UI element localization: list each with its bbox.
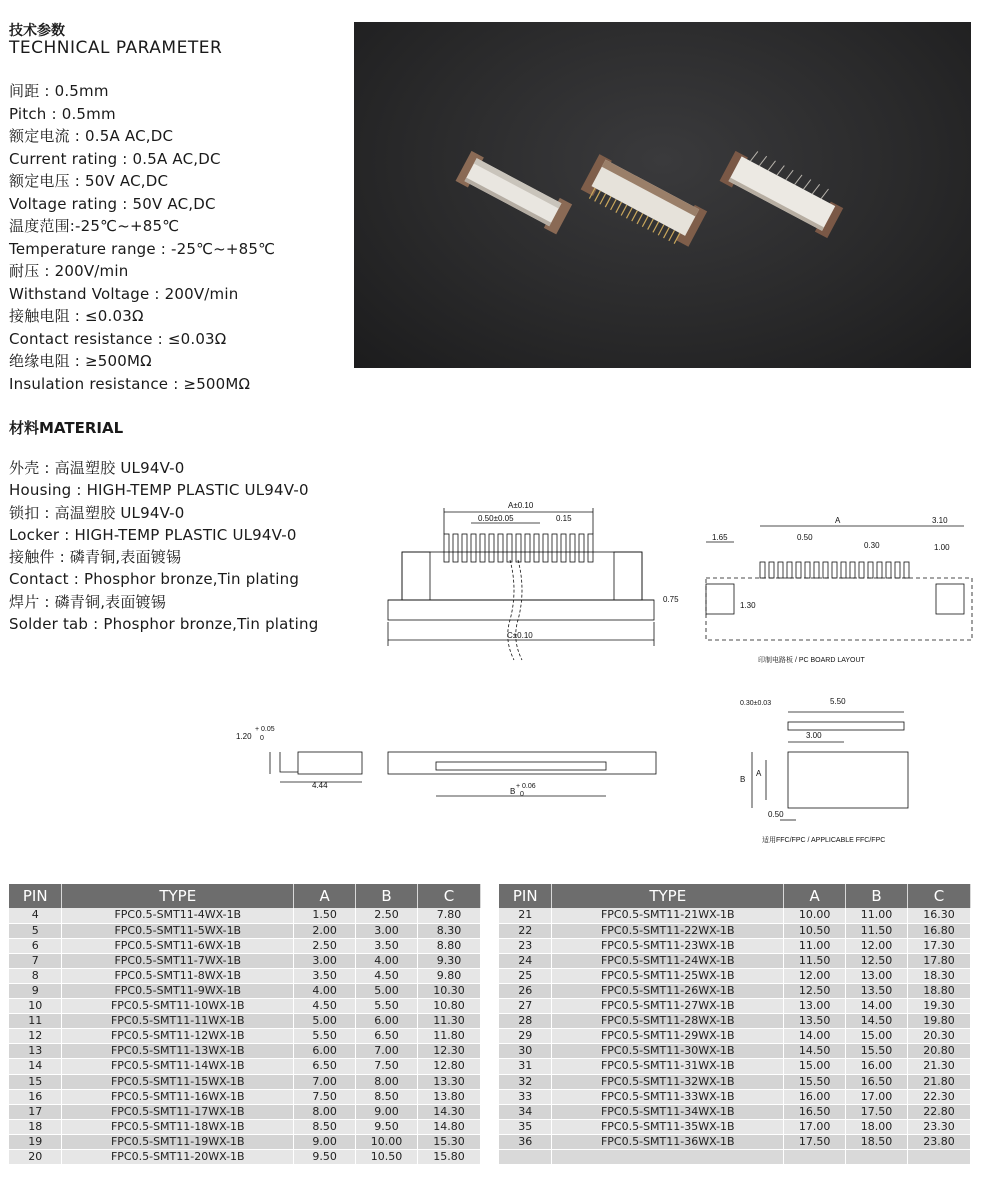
side-dim-height: 1.20: [236, 732, 252, 741]
cell-c: 14.80: [418, 1119, 481, 1134]
dim-pitch-tol: 0.50±0.05: [478, 514, 514, 523]
cell-pin: 16: [9, 1089, 62, 1104]
cell-type: FPC0.5-SMT11-18WX-1B: [62, 1119, 294, 1134]
table-row: [9, 983, 481, 998]
pcb-layout-caption: 印制电路板 / PC BOARD LAYOUT: [758, 657, 865, 664]
cell-pin: 9: [9, 983, 62, 998]
cell-a: 2.00: [294, 923, 356, 938]
cell-a: 12.00: [784, 968, 846, 983]
cell-c: 18.30: [908, 968, 971, 983]
cell-b: 10.00: [356, 1134, 418, 1149]
cell-c: 21.30: [908, 1059, 971, 1074]
param-line: Contact resistance : ≤0.03Ω: [9, 329, 227, 348]
cell-c: 20.80: [908, 1044, 971, 1059]
cell-a: [784, 1150, 846, 1165]
cell-a: 1.50: [294, 908, 356, 923]
dim-c-tol: C±0.10: [507, 631, 533, 640]
side-view-drawing: [270, 752, 362, 782]
cell-type: FPC0.5-SMT11-16WX-1B: [62, 1089, 294, 1104]
cell-b: 5.50: [356, 999, 418, 1014]
cell-c: 23.80: [908, 1134, 971, 1149]
cell-type: FPC0.5-SMT11-11WX-1B: [62, 1014, 294, 1029]
cell-pin: 19: [9, 1134, 62, 1149]
cell-type: FPC0.5-SMT11-33WX-1B: [552, 1089, 784, 1104]
table-row: [9, 1014, 481, 1029]
table-body-right: [499, 908, 971, 1165]
cell-a: 17.00: [784, 1119, 846, 1134]
param-line: Temperature range : -25℃~+85℃: [9, 239, 276, 258]
table-row: [499, 923, 971, 938]
connector-middle: [579, 154, 707, 250]
cell-type: FPC0.5-SMT11-5WX-1B: [62, 923, 294, 938]
section-title-en: TECHNICAL PARAMETER: [9, 38, 223, 58]
cell-pin: 26: [499, 983, 552, 998]
table-row: [499, 1089, 971, 1104]
side-dim-tol-plus: + 0.05: [255, 726, 275, 733]
cell-c: 21.80: [908, 1074, 971, 1089]
header-c: C: [908, 884, 971, 908]
material-title: 材料MATERIAL: [9, 419, 124, 437]
cell-a: 17.50: [784, 1134, 846, 1149]
cell-a: 15.00: [784, 1059, 846, 1074]
cell-pin: 36: [499, 1134, 552, 1149]
cell-b: 18.00: [846, 1119, 908, 1134]
cell-a: 7.00: [294, 1074, 356, 1089]
cell-c: 9.30: [418, 953, 481, 968]
cell-b: 3.00: [356, 923, 418, 938]
cell-c: 22.80: [908, 1104, 971, 1119]
pcb-dim-075: 0.75: [663, 595, 679, 604]
cell-pin: 23: [499, 938, 552, 953]
cell-b: [846, 1150, 908, 1165]
cell-type: FPC0.5-SMT11-30WX-1B: [552, 1044, 784, 1059]
connector-photo-illustration: [354, 22, 971, 368]
cell-type: FPC0.5-SMT11-13WX-1B: [62, 1044, 294, 1059]
cell-type: FPC0.5-SMT11-20WX-1B: [62, 1150, 294, 1165]
cell-pin: 7: [9, 953, 62, 968]
cell-a: 10.50: [784, 923, 846, 938]
technical-drawings: [0, 490, 986, 860]
cell-c: 10.30: [418, 983, 481, 998]
cell-b: 6.50: [356, 1029, 418, 1044]
table-row: [499, 908, 971, 923]
table-row: [9, 953, 481, 968]
ffc-dim-b: B: [740, 775, 746, 784]
table-row: [499, 999, 971, 1014]
table-row: [499, 1119, 971, 1134]
cell-pin: 31: [499, 1059, 552, 1074]
cell-type: FPC0.5-SMT11-22WX-1B: [552, 923, 784, 938]
table-row: [9, 968, 481, 983]
cell-c: 16.80: [908, 923, 971, 938]
cell-c: 19.80: [908, 1014, 971, 1029]
cell-b: 18.50: [846, 1134, 908, 1149]
cell-c: [908, 1150, 971, 1165]
table-row: [9, 999, 481, 1014]
table-row: [9, 938, 481, 953]
cell-b: 9.50: [356, 1119, 418, 1134]
spec-table-right: [499, 884, 971, 1165]
ffc-dim-550: 5.50: [830, 697, 846, 706]
cell-b: 12.00: [846, 938, 908, 953]
cell-pin: 32: [499, 1074, 552, 1089]
cell-a: 13.00: [784, 999, 846, 1014]
pcb-dim-130: 1.30: [740, 601, 756, 610]
cell-b: 3.50: [356, 938, 418, 953]
param-line: 接触电阻 : ≤0.03Ω: [9, 307, 144, 325]
cell-pin: 5: [9, 923, 62, 938]
cell-type: FPC0.5-SMT11-21WX-1B: [552, 908, 784, 923]
material-line: Housing : HIGH-TEMP PLASTIC UL94V-0: [9, 481, 309, 500]
bottom-dim-b: B: [510, 787, 516, 796]
cell-b: 15.50: [846, 1044, 908, 1059]
cell-b: 9.00: [356, 1104, 418, 1119]
side-dim-width: 4.44: [312, 781, 328, 790]
cell-b: 11.50: [846, 923, 908, 938]
table-body-left: [9, 908, 481, 1165]
cell-b: 7.50: [356, 1059, 418, 1074]
cell-c: 17.80: [908, 953, 971, 968]
cell-b: 11.00: [846, 908, 908, 923]
cell-c: 16.30: [908, 908, 971, 923]
table-row: [499, 968, 971, 983]
cell-b: 8.50: [356, 1089, 418, 1104]
header-a: A: [784, 884, 846, 908]
header-b: B: [356, 884, 418, 908]
cell-pin: 33: [499, 1089, 552, 1104]
cell-a: 11.50: [784, 953, 846, 968]
param-line: Voltage rating : 50V AC,DC: [9, 194, 216, 213]
cell-pin: 8: [9, 968, 62, 983]
cell-c: 7.80: [418, 908, 481, 923]
cell-a: 9.50: [294, 1150, 356, 1165]
table-row: [9, 1089, 481, 1104]
param-line: 温度范围:-25℃~+85℃: [9, 217, 180, 235]
ffc-drawing: [752, 712, 908, 820]
cell-pin: 35: [499, 1119, 552, 1134]
cell-b: 17.00: [846, 1089, 908, 1104]
cell-pin: 30: [499, 1044, 552, 1059]
cell-b: 13.50: [846, 983, 908, 998]
param-line: 额定电流 : 0.5A AC,DC: [9, 127, 174, 145]
cell-c: 22.30: [908, 1089, 971, 1104]
cell-a: 6.50: [294, 1059, 356, 1074]
cell-b: 8.00: [356, 1074, 418, 1089]
table-row: [499, 1104, 971, 1119]
cell-b: 17.50: [846, 1104, 908, 1119]
header-a: A: [294, 884, 356, 908]
cell-c: 13.30: [418, 1074, 481, 1089]
cell-type: FPC0.5-SMT11-10WX-1B: [62, 999, 294, 1014]
param-line: 额定电压 : 50V AC,DC: [9, 172, 169, 190]
table-row: [499, 1059, 971, 1074]
cell-a: 6.00: [294, 1044, 356, 1059]
material-line: Locker : HIGH-TEMP PLASTIC UL94V-0: [9, 525, 297, 544]
cell-type: FPC0.5-SMT11-23WX-1B: [552, 938, 784, 953]
cell-type: FPC0.5-SMT11-25WX-1B: [552, 968, 784, 983]
cell-a: 10.00: [784, 908, 846, 923]
dim-pin-width: 0.15: [556, 514, 572, 523]
cell-type: [552, 1150, 784, 1165]
cell-pin: 27: [499, 999, 552, 1014]
table-row: [499, 1044, 971, 1059]
cell-a: 3.50: [294, 968, 356, 983]
table-row: [9, 1119, 481, 1134]
cell-a: 7.50: [294, 1089, 356, 1104]
cell-type: FPC0.5-SMT11-9WX-1B: [62, 983, 294, 998]
cell-b: 15.00: [846, 1029, 908, 1044]
cell-c: 18.80: [908, 983, 971, 998]
cell-c: 23.30: [908, 1119, 971, 1134]
cell-a: 14.00: [784, 1029, 846, 1044]
cell-b: 4.00: [356, 953, 418, 968]
cell-pin: 28: [499, 1014, 552, 1029]
cell-pin: 22: [499, 923, 552, 938]
bottom-dim-tol-plus: + 0.06: [516, 783, 536, 790]
cell-type: FPC0.5-SMT11-26WX-1B: [552, 983, 784, 998]
cell-pin: 20: [9, 1150, 62, 1165]
cell-c: 12.80: [418, 1059, 481, 1074]
material-line: Contact : Phosphor bronze,Tin plating: [9, 570, 300, 589]
cell-c: 14.30: [418, 1104, 481, 1119]
ffc-dim-thickness: 0.30±0.03: [740, 700, 772, 707]
cell-b: 14.00: [846, 999, 908, 1014]
table-row: [9, 908, 481, 923]
product-photo: [354, 22, 971, 368]
table-row: [499, 938, 971, 953]
cell-a: 14.50: [784, 1044, 846, 1059]
section-title-zh: 技术参数: [9, 23, 65, 39]
cell-c: 11.30: [418, 1014, 481, 1029]
material-line: Solder tab : Phosphor bronze,Tin plating: [9, 615, 319, 634]
cell-type: FPC0.5-SMT11-19WX-1B: [62, 1134, 294, 1149]
cell-type: FPC0.5-SMT11-6WX-1B: [62, 938, 294, 953]
pcb-dim-030: 0.30: [864, 541, 880, 550]
cell-b: 7.00: [356, 1044, 418, 1059]
cell-pin: 25: [499, 968, 552, 983]
header-c: C: [418, 884, 481, 908]
dim-a-tol: A±0.10: [508, 501, 534, 510]
cell-b: 13.00: [846, 968, 908, 983]
pcb-dim-310: 3.10: [932, 516, 948, 525]
table-row: [9, 1044, 481, 1059]
table-row: [9, 1059, 481, 1074]
cell-c: 9.80: [418, 968, 481, 983]
cell-c: 19.30: [908, 999, 971, 1014]
cell-a: 15.50: [784, 1074, 846, 1089]
cell-type: FPC0.5-SMT11-24WX-1B: [552, 953, 784, 968]
cell-pin: 18: [9, 1119, 62, 1134]
param-line: Withstand Voltage : 200V/min: [9, 284, 239, 303]
cell-type: FPC0.5-SMT11-29WX-1B: [552, 1029, 784, 1044]
connector-right: [720, 142, 848, 238]
cell-b: 4.50: [356, 968, 418, 983]
cell-c: 12.30: [418, 1044, 481, 1059]
header-type: TYPE: [62, 884, 294, 908]
cell-type: FPC0.5-SMT11-35WX-1B: [552, 1119, 784, 1134]
cell-a: 5.50: [294, 1029, 356, 1044]
header-pin: PIN: [9, 884, 62, 908]
cell-type: FPC0.5-SMT11-4WX-1B: [62, 908, 294, 923]
cell-type: FPC0.5-SMT11-32WX-1B: [552, 1074, 784, 1089]
bottom-dim-tol-zero: 0: [520, 791, 524, 798]
table-row: [9, 1134, 481, 1149]
cell-c: 8.80: [418, 938, 481, 953]
cell-type: FPC0.5-SMT11-34WX-1B: [552, 1104, 784, 1119]
parameter-list: [9, 80, 275, 395]
param-line: Insulation resistance : ≥500MΩ: [9, 374, 251, 393]
cell-pin: 4: [9, 908, 62, 923]
cell-type: FPC0.5-SMT11-36WX-1B: [552, 1134, 784, 1149]
table-row: [499, 953, 971, 968]
material-line: 外壳 : 高温塑胶 UL94V-0: [9, 459, 185, 477]
cell-b: 10.50: [356, 1150, 418, 1165]
cell-type: FPC0.5-SMT11-7WX-1B: [62, 953, 294, 968]
cell-pin: 11: [9, 1014, 62, 1029]
cell-c: 15.80: [418, 1150, 481, 1165]
cell-type: FPC0.5-SMT11-12WX-1B: [62, 1029, 294, 1044]
table-row: [499, 1029, 971, 1044]
cell-pin: 14: [9, 1059, 62, 1074]
cell-type: FPC0.5-SMT11-8WX-1B: [62, 968, 294, 983]
cell-pin: 34: [499, 1104, 552, 1119]
cell-c: 20.30: [908, 1029, 971, 1044]
cell-c: 13.80: [418, 1089, 481, 1104]
cell-pin: 6: [9, 938, 62, 953]
cell-pin: 24: [499, 953, 552, 968]
cell-pin: 10: [9, 999, 62, 1014]
cell-a: 3.00: [294, 953, 356, 968]
pcb-dim-a: A: [835, 516, 841, 525]
cell-type: FPC0.5-SMT11-31WX-1B: [552, 1059, 784, 1074]
cell-type: FPC0.5-SMT11-15WX-1B: [62, 1074, 294, 1089]
cell-c: 15.30: [418, 1134, 481, 1149]
cell-b: 5.00: [356, 983, 418, 998]
cell-type: FPC0.5-SMT11-28WX-1B: [552, 1014, 784, 1029]
pcb-dim-100: 1.00: [934, 543, 950, 552]
cell-b: 12.50: [846, 953, 908, 968]
cell-pin: 13: [9, 1044, 62, 1059]
cell-a: 4.00: [294, 983, 356, 998]
cell-c: 17.30: [908, 938, 971, 953]
connector-left: [456, 151, 573, 235]
ffc-dim-050: 0.50: [768, 810, 784, 819]
cell-b: 6.00: [356, 1014, 418, 1029]
cell-type: FPC0.5-SMT11-14WX-1B: [62, 1059, 294, 1074]
param-line: 耐压 : 200V/min: [9, 262, 129, 280]
cell-b: 14.50: [846, 1014, 908, 1029]
ffc-dim-a: A: [756, 769, 762, 778]
cell-c: 8.30: [418, 923, 481, 938]
cell-a: 8.00: [294, 1104, 356, 1119]
cell-a: 4.50: [294, 999, 356, 1014]
ffc-caption: 适用FFC/FPC / APPLICABLE FFC/FPC: [762, 837, 886, 844]
table-row: [499, 1134, 971, 1149]
cell-a: 2.50: [294, 938, 356, 953]
cell-a: 16.00: [784, 1089, 846, 1104]
param-line: 间距 : 0.5mm: [9, 82, 109, 100]
table-row: [499, 983, 971, 998]
table-row: [9, 1029, 481, 1044]
cell-pin: 21: [499, 908, 552, 923]
cell-a: 13.50: [784, 1014, 846, 1029]
cell-a: 5.00: [294, 1014, 356, 1029]
cell-a: 8.50: [294, 1119, 356, 1134]
cell-a: 16.50: [784, 1104, 846, 1119]
cell-pin: [499, 1150, 552, 1165]
material-line: 焊片 : 磷青铜,表面镀锡: [9, 592, 166, 611]
material-line: 锁扣 : 高温塑胶 UL94V-0: [9, 503, 185, 522]
cell-a: 12.50: [784, 983, 846, 998]
table-row: [9, 923, 481, 938]
pcb-dim-050: 0.50: [797, 533, 813, 542]
table-row: [9, 1150, 481, 1165]
cell-b: 16.00: [846, 1059, 908, 1074]
table-row: [9, 1104, 481, 1119]
cell-b: 16.50: [846, 1074, 908, 1089]
header-pin: PIN: [499, 884, 552, 908]
cell-type: FPC0.5-SMT11-27WX-1B: [552, 999, 784, 1014]
spec-table-left: [9, 884, 481, 1165]
cell-pin: 12: [9, 1029, 62, 1044]
side-dim-tol-zero: 0: [260, 735, 264, 742]
header-b: B: [846, 884, 908, 908]
table-row: [9, 1074, 481, 1089]
cell-c: 11.80: [418, 1029, 481, 1044]
header-type: TYPE: [552, 884, 784, 908]
param-line: Pitch : 0.5mm: [9, 104, 116, 123]
param-line: Current rating : 0.5A AC,DC: [9, 149, 221, 168]
material-line: 接触件 : 磷青铜,表面镀锡: [9, 548, 182, 567]
cell-c: 10.80: [418, 999, 481, 1014]
cell-a: 11.00: [784, 938, 846, 953]
table-row: [499, 1014, 971, 1029]
cell-pin: 29: [499, 1029, 552, 1044]
pcb-dim-165: 1.65: [712, 533, 728, 542]
param-line: 绝缘电阻 : ≥500MΩ: [9, 352, 152, 370]
ffc-dim-300: 3.00: [806, 731, 822, 740]
cell-pin: 15: [9, 1074, 62, 1089]
cell-pin: 17: [9, 1104, 62, 1119]
cell-b: 2.50: [356, 908, 418, 923]
table-row: [499, 1074, 971, 1089]
cell-type: FPC0.5-SMT11-17WX-1B: [62, 1104, 294, 1119]
cell-a: 9.00: [294, 1134, 356, 1149]
table-row: [499, 1150, 971, 1165]
